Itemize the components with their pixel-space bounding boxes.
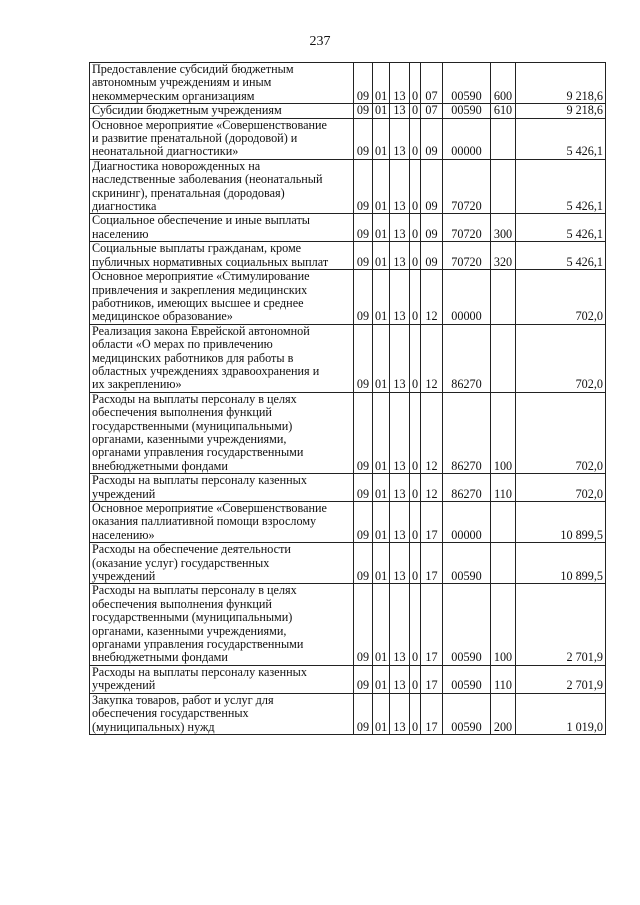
row-description [90,270,354,325]
table-row [90,159,606,214]
amount: 10 899,5 [516,502,606,543]
code-subprogram: 0 [410,63,421,104]
description-line: обеспечения государственных [92,706,249,721]
code-subsection: 01 [373,502,390,543]
code-subprogram: 0 [410,584,421,665]
code-direction: 00590 [443,63,491,104]
amount: 2 701,9 [516,665,606,693]
code-program: 13 [390,104,410,118]
code-subsection: 01 [373,118,390,159]
description-line: Расходы на выплаты персоналу казенных [92,664,307,679]
description-line: областных учреждениях здравоохранения и [92,363,320,378]
code-section: 09 [354,324,373,392]
code-subsection: 01 [373,159,390,214]
amount: 9 218,6 [516,104,606,118]
table-row [90,693,606,734]
code-activity: 09 [421,214,443,242]
code-activity: 12 [421,392,443,473]
code-subsection: 01 [373,324,390,392]
code-direction: 00590 [443,584,491,665]
description-line: публичных нормативных социальных выплат [92,254,329,269]
code-subprogram: 0 [410,324,421,392]
code-direction: 70720 [443,242,491,270]
code-activity: 12 [421,270,443,325]
code-section: 09 [354,270,373,325]
code-direction: 00590 [443,543,491,584]
row-description [90,324,354,392]
code-subprogram: 0 [410,665,421,693]
code-section: 09 [354,118,373,159]
code-expense-type [491,502,516,543]
code-expense-type [491,159,516,214]
table-row [90,242,606,270]
code-direction: 70720 [443,214,491,242]
code-section: 09 [354,242,373,270]
code-activity: 17 [421,502,443,543]
description-line: автономным учреждениям и иным [92,75,272,90]
description-line: Субсидии бюджетным учреждениям [92,103,282,118]
description-line: Диагностика новорожденных на [92,158,261,173]
code-direction: 86270 [443,324,491,392]
description-line: оказания паллиативной помощи взрослому [92,514,317,529]
amount: 5 426,1 [516,118,606,159]
description-line: органами управления государственными [92,445,304,460]
table-row [90,474,606,502]
row-description [90,63,354,104]
row-description [90,474,354,502]
description-line: Основное мероприятие «Стимулирование [92,269,310,284]
description-line: органами, казенными учреждениями, [92,431,287,446]
code-subsection: 01 [373,63,390,104]
code-section: 09 [354,392,373,473]
code-section: 09 [354,474,373,502]
code-subsection: 01 [373,392,390,473]
code-activity: 07 [421,104,443,118]
code-expense-type: 110 [491,474,516,502]
table-row [90,104,606,118]
code-subprogram: 0 [410,159,421,214]
description-line: Основное мероприятие «Совершенствование [92,501,327,515]
description-line: Реализация закона Еврейской автономной [92,323,310,338]
code-program: 13 [390,693,410,734]
description-line: органами управления государственными [92,637,304,652]
code-subprogram: 0 [410,543,421,584]
description-line: области «О мерах по привлечению [92,337,273,352]
code-expense-type: 100 [491,392,516,473]
code-subsection: 01 [373,474,390,502]
code-direction: 00590 [443,665,491,693]
code-activity: 07 [421,63,443,104]
code-activity: 12 [421,324,443,392]
code-activity: 09 [421,118,443,159]
code-activity: 17 [421,543,443,584]
code-activity: 09 [421,242,443,270]
code-activity: 17 [421,584,443,665]
code-expense-type: 610 [491,104,516,118]
description-line: внебюджетными фондами [92,650,228,665]
code-subprogram: 0 [410,502,421,543]
description-line: Основное мероприятие «Совершенствование [92,117,327,132]
description-line: внебюджетными фондами [92,458,228,473]
description-line: Закупка товаров, работ и услуг для [92,692,274,707]
row-description [90,693,354,734]
amount: 2 701,9 [516,584,606,665]
code-section: 09 [354,104,373,118]
code-expense-type: 110 [491,665,516,693]
row-description [90,665,354,693]
table-row [90,324,606,392]
description-line: и развитие пренатальной (дородовой) и [92,131,298,146]
description-line: учреждений [92,486,156,501]
amount: 702,0 [516,474,606,502]
code-subsection: 01 [373,693,390,734]
code-expense-type [491,270,516,325]
code-subprogram: 0 [410,242,421,270]
code-section: 09 [354,63,373,104]
row-description [90,584,354,665]
code-subprogram: 0 [410,392,421,473]
code-subsection: 01 [373,242,390,270]
description-line: Расходы на выплаты персоналу в целях [92,583,297,598]
code-section: 09 [354,214,373,242]
amount: 702,0 [516,270,606,325]
description-line: государственными (муниципальными) [92,418,293,433]
description-line: Предоставление субсидий бюджетным [92,62,294,76]
description-line: государственными (муниципальными) [92,610,293,625]
description-line: скрининг), пренатальная (дородовая) [92,185,285,200]
code-program: 13 [390,118,410,159]
page-number: 237 [309,34,331,49]
code-subsection: 01 [373,270,390,325]
code-activity: 17 [421,693,443,734]
amount: 702,0 [516,324,606,392]
row-description [90,118,354,159]
code-program: 13 [390,270,410,325]
code-subsection: 01 [373,543,390,584]
code-program: 13 [390,474,410,502]
code-direction: 00000 [443,502,491,543]
budget-table-body [90,63,606,735]
code-program: 13 [390,324,410,392]
amount: 9 218,6 [516,63,606,104]
code-program: 13 [390,665,410,693]
row-description [90,502,354,543]
code-subprogram: 0 [410,474,421,502]
description-line: диагностика [92,199,157,214]
description-line: медицинское образование» [92,309,233,324]
description-line: (муниципальных) нужд [92,719,215,734]
row-description [90,392,354,473]
code-program: 13 [390,63,410,104]
code-expense-type: 320 [491,242,516,270]
description-line: органами, казенными учреждениями, [92,623,287,638]
amount: 5 426,1 [516,242,606,270]
table-row [90,214,606,242]
amount: 5 426,1 [516,214,606,242]
amount: 702,0 [516,392,606,473]
row-description [90,242,354,270]
code-subprogram: 0 [410,693,421,734]
code-section: 09 [354,665,373,693]
description-line: Расходы на выплаты персоналу казенных [92,473,307,488]
table-row [90,543,606,584]
description-line: привлечения и закрепления медицинских [92,282,308,297]
amount: 1 019,0 [516,693,606,734]
description-line: работников, имеющих высшее и среднее [92,295,304,310]
code-subsection: 01 [373,214,390,242]
code-subprogram: 0 [410,118,421,159]
description-line: Социальные выплаты гражданам, кроме [92,241,302,256]
code-direction: 70720 [443,159,491,214]
description-line: некоммерческим организациям [92,88,255,103]
code-program: 13 [390,159,410,214]
code-expense-type: 600 [491,63,516,104]
code-subsection: 01 [373,665,390,693]
amount: 10 899,5 [516,543,606,584]
code-section: 09 [354,502,373,543]
code-direction: 00590 [443,104,491,118]
code-direction: 00000 [443,270,491,325]
description-line: наследственные заболевания (неонатальный [92,172,323,187]
code-section: 09 [354,159,373,214]
code-program: 13 [390,214,410,242]
table-row [90,392,606,473]
code-expense-type: 100 [491,584,516,665]
amount: 5 426,1 [516,159,606,214]
table-row [90,270,606,325]
table-row [90,502,606,543]
code-subsection: 01 [373,584,390,665]
table-row [90,118,606,159]
code-expense-type [491,118,516,159]
code-section: 09 [354,543,373,584]
code-expense-type [491,543,516,584]
description-line: медицинских работников для работы в [92,350,294,365]
code-subprogram: 0 [410,104,421,118]
code-expense-type [491,324,516,392]
code-activity: 09 [421,159,443,214]
description-line: населению» [92,527,155,542]
code-subsection: 01 [373,104,390,118]
description-line: обеспечения выполнения функций [92,405,272,420]
description-line: обеспечения выполнения функций [92,596,272,611]
table-row [90,665,606,693]
row-description [90,543,354,584]
description-line: Расходы на обеспечение деятельности [92,542,291,557]
code-program: 13 [390,392,410,473]
table-row [90,584,606,665]
description-line: их закреплению» [92,377,182,392]
description-line: Социальное обеспечение и иные выплаты [92,213,310,228]
code-activity: 17 [421,665,443,693]
code-direction: 00000 [443,118,491,159]
code-program: 13 [390,543,410,584]
description-line: (оказание услуг) государственных [92,555,270,570]
code-subprogram: 0 [410,270,421,325]
code-program: 13 [390,242,410,270]
description-line: Расходы на выплаты персоналу в целях [92,391,297,406]
description-line: неонатальной диагностики» [92,144,239,159]
code-section: 09 [354,584,373,665]
code-expense-type: 300 [491,214,516,242]
code-activity: 12 [421,474,443,502]
description-line: населению [92,226,149,241]
code-expense-type: 200 [491,693,516,734]
code-direction: 00590 [443,693,491,734]
table-row [90,63,606,104]
code-subprogram: 0 [410,214,421,242]
code-program: 13 [390,584,410,665]
budget-table [89,62,606,735]
code-direction: 86270 [443,474,491,502]
row-description [90,214,354,242]
row-description [90,159,354,214]
row-description [90,104,354,118]
code-program: 13 [390,502,410,543]
description-line: учреждений [92,678,156,693]
description-line: учреждений [92,569,156,584]
code-direction: 86270 [443,392,491,473]
code-section: 09 [354,693,373,734]
